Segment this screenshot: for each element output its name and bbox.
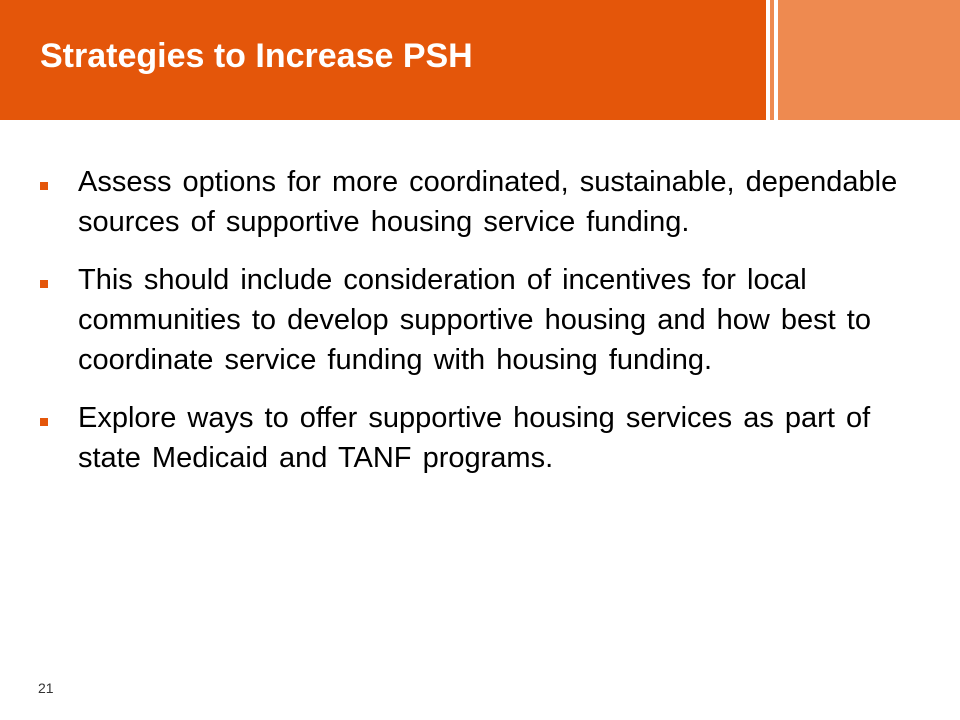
page-number: 21 bbox=[38, 680, 54, 696]
bullet-item bbox=[40, 398, 920, 478]
slide-title: Strategies to Increase PSH bbox=[40, 37, 473, 75]
bullet-list bbox=[40, 162, 920, 496]
accent-block bbox=[778, 0, 960, 120]
bullet-item bbox=[40, 162, 920, 242]
title-bar bbox=[0, 0, 766, 120]
bullet-text: Assess options for more coordinated, sustainable, dependable sources of supportive housing service funding. bbox=[78, 166, 898, 238]
square-bullet-icon bbox=[40, 280, 48, 288]
bullet-item bbox=[40, 260, 920, 380]
square-bullet-icon bbox=[40, 418, 48, 426]
bullet-text: This should include consideration of incentives for local communities to develop supportive housing and how best to coordinate service funding with housing funding. bbox=[78, 264, 871, 376]
bullet-text: Explore ways to offer supportive housing services as part of state Medicaid and TANF programs. bbox=[78, 402, 871, 474]
accent-stripe bbox=[770, 0, 774, 120]
square-bullet-icon bbox=[40, 182, 48, 190]
